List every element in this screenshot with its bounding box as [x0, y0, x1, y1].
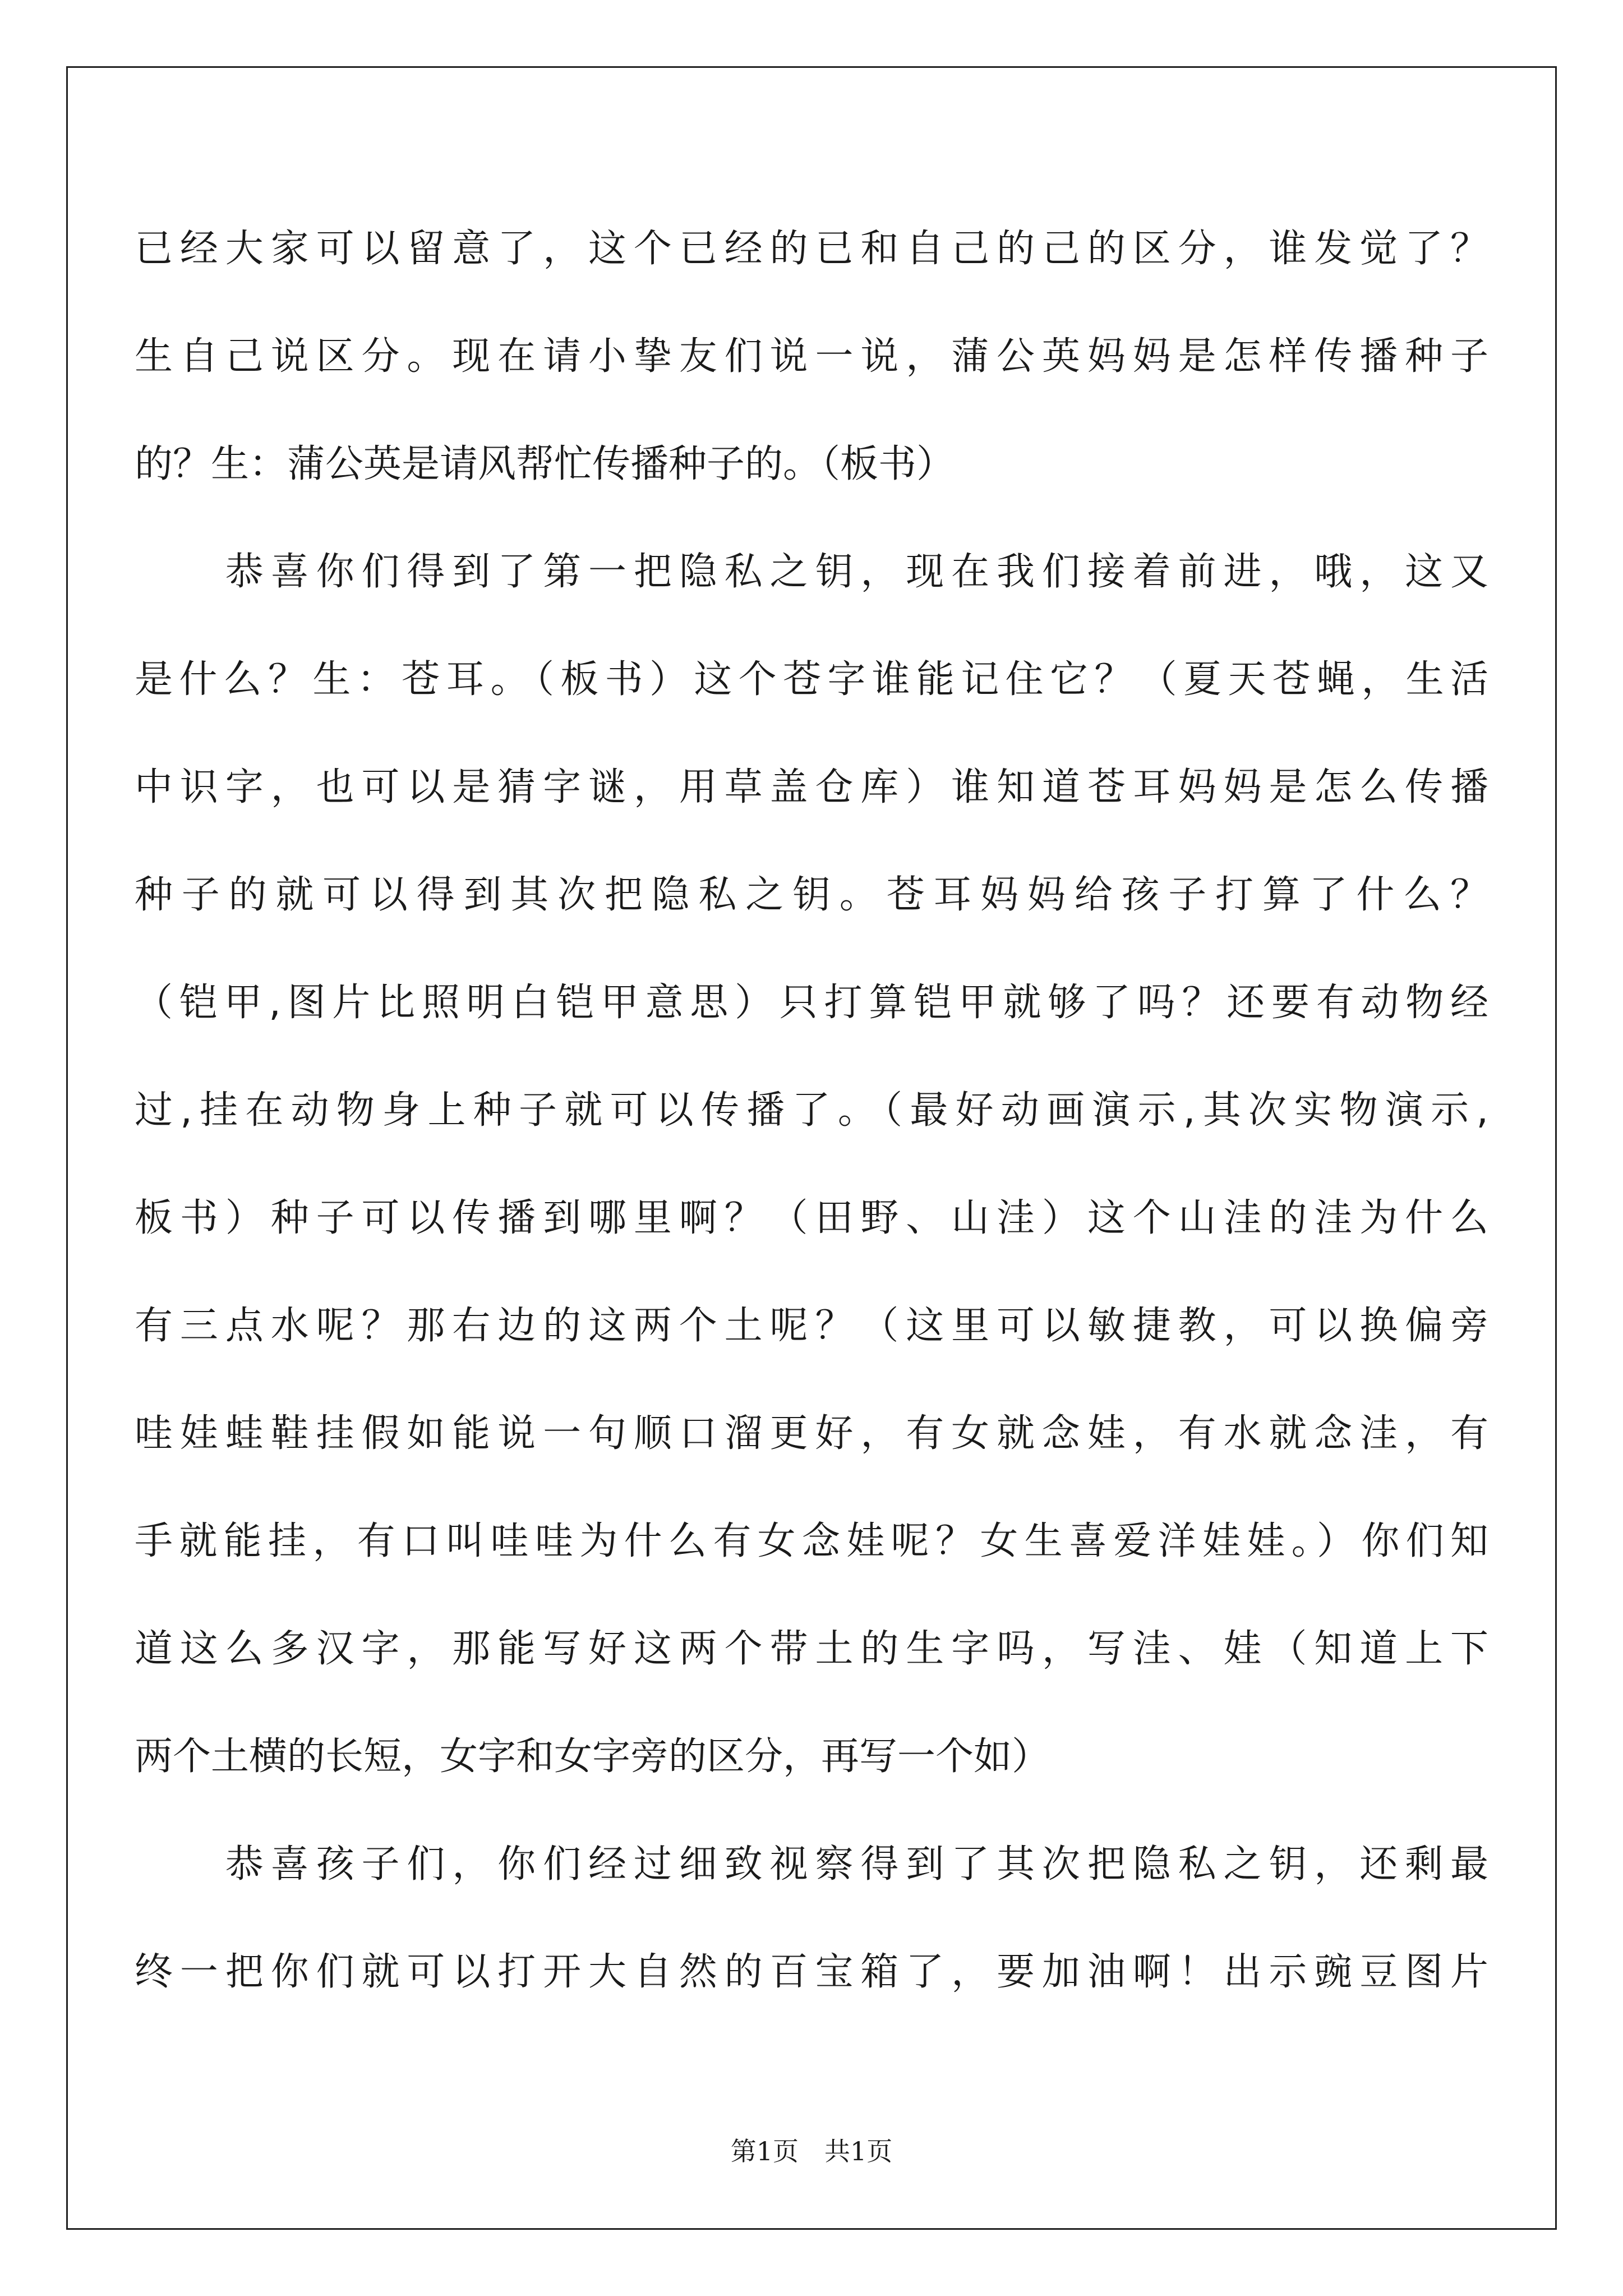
text-line-12: 哇娃蛙鞋挂假如能说一句顺口溜更好，有女就念娃，有水就念洼，有: [135, 1411, 1488, 1456]
text-line-4: 恭喜你们得到了第一把隐私之钥，现在我们接着前进，哦，这又: [135, 550, 1488, 594]
text-line-10: 板书）种子可以传播到哪里啊？（田野、山洼）这个山洼的洼为什么: [135, 1196, 1488, 1240]
text-line-3: 的？生：蒲公英是请风帮忙传播种子的。（板书）: [135, 442, 955, 486]
text-line-6: 中识字，也可以是猜字谜，用草盖仓库）谁知道苍耳妈妈是怎么传播: [135, 765, 1488, 809]
text-line-9: 过,挂在动物身上种子就可以传播了。（最好动画演示,其次实物演示,: [135, 1088, 1488, 1133]
text-line-8: （铠甲,图片比照明白铠甲意思）只打算铠甲就够了吗？还要有动物经: [135, 981, 1488, 1025]
text-line-11: 有三点水呢？那右边的这两个土呢？（这里可以敏捷教，可以换偏旁: [135, 1304, 1488, 1348]
text-line-17: 终一把你们就可以打开大自然的百宝箱了，要加油啊！出示豌豆图片: [135, 1950, 1488, 1994]
text-line-2: 生自己说区分。现在请小挚友们说一说，蒲公英妈妈是怎样传播种子: [135, 334, 1488, 379]
page-number-footer: 第1页 共1页: [730, 2136, 893, 2166]
text-line-15: 两个土横的长短，女字和女字旁的区分，再写一个如）: [135, 1734, 1050, 1779]
text-line-7: 种子的就可以得到其次把隐私之钥。苍耳妈妈给孩子打算了什么？: [135, 873, 1488, 917]
text-line-16: 恭喜孩子们，你们经过细致视察得到了其次把隐私之钥，还剩最: [135, 1842, 1488, 1887]
text-line-5: 是什么？生：苍耳。（板书）这个苍字谁能记住它？（夏天苍蝇，生活: [135, 657, 1488, 702]
page-border: [66, 66, 1557, 2230]
text-line-14: 道这么多汉字，那能写好这两个带土的生字吗，写洼、娃（知道上下: [135, 1627, 1488, 1671]
text-line-13: 手就能挂，有口叫哇哇为什么有女念娃呢？女生喜爱洋娃娃。）你们知: [135, 1519, 1488, 1563]
text-line-1: 已经大家可以留意了，这个已经的已和自己的己的区分，谁发觉了？: [135, 227, 1488, 271]
